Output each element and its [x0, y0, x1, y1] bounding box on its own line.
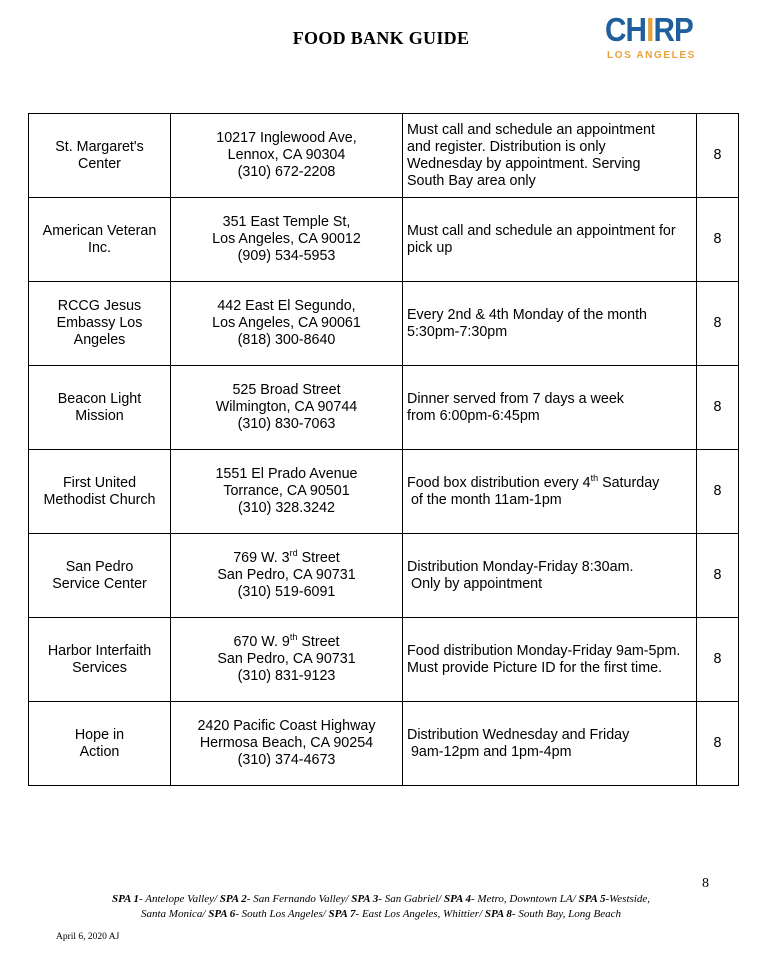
notes-cell [403, 534, 697, 618]
site-name-line: St. Margaret's [55, 138, 144, 155]
spa-number-cell: 8 [697, 702, 739, 786]
note-line: Every 2nd & 4th Monday of the month [407, 306, 648, 323]
address-line: San Pedro, CA 90731 [217, 567, 356, 583]
notes-cell [403, 114, 697, 198]
spa-number-cell: 8 [697, 366, 739, 450]
site-name-line: Harbor Interfaith [47, 642, 152, 659]
notes-cell [403, 618, 697, 702]
spa-area: - San Fernando Valley/ [246, 893, 352, 905]
table-row [29, 282, 739, 366]
address-line: 10217 Inglewood Ave, [216, 130, 357, 146]
note-text: Saturday [598, 474, 660, 491]
logo-text: CHIRP [605, 11, 693, 48]
address-line: 351 East Temple St, [222, 214, 351, 230]
site-name-cell [29, 114, 171, 198]
site-name-line: First United [62, 474, 137, 491]
document-title: FOOD BANK GUIDE [292, 28, 470, 48]
site-name-line: Angeles [73, 332, 126, 348]
site-name-line: American Veteran [42, 222, 157, 239]
spa-code: SPA 6 [208, 908, 236, 920]
spa-area: - South Los Angeles/ [235, 908, 329, 920]
spa-area: - San Gabriel/ [378, 893, 444, 905]
site-name-cell [29, 618, 171, 702]
site-name-line: Inc. [87, 239, 112, 256]
note-line: from 6:00pm-6:45pm [407, 407, 540, 424]
note-line: Must call and schedule an appointment for [407, 222, 676, 239]
note-line: 9am-12pm and 1pm-4pm [407, 743, 572, 760]
spa-code: SPA 4 [443, 893, 471, 905]
table-row [29, 534, 739, 618]
site-name-line: Embassy Los [56, 315, 143, 331]
note-line: Food distribution Monday-Friday 9am-5pm. [407, 642, 681, 659]
spa-number-cell: 8 [697, 282, 739, 366]
spa-area: - Antelope Valley/ [139, 893, 220, 905]
spa-code: SPA 1 [112, 893, 140, 905]
note-line: Dinner served from 7 days a week [407, 390, 624, 407]
spa-code: SPA 7 [328, 908, 356, 920]
note-line: Wednesday by appointment. Serving [407, 155, 641, 172]
address-line: Los Angeles, CA 90012 [212, 231, 361, 247]
street-text: Street [297, 550, 340, 566]
table-row [29, 618, 739, 702]
page-number: 8 [702, 876, 709, 891]
note-line: 5:30pm-7:30pm [407, 323, 508, 340]
food-bank-table [28, 113, 739, 786]
address-cell [171, 198, 403, 282]
street-line [175, 634, 398, 651]
site-name-cell [29, 450, 171, 534]
spa-area: - East Los Angeles, Whittier/ [355, 908, 485, 920]
note-line: Only by appointment [407, 575, 543, 592]
address-line: (310) 830-7063 [237, 416, 336, 432]
site-name-cell [29, 534, 171, 618]
address-line: (310) 374-4673 [237, 752, 336, 768]
address-line: 1551 El Prado Avenue [215, 466, 358, 482]
address-cell [171, 450, 403, 534]
notes-cell [403, 282, 697, 366]
address-line: (310) 831-9123 [237, 668, 336, 684]
spa-number-cell: 8 [697, 198, 739, 282]
chirp-logo [600, 12, 700, 64]
spa-code: SPA 2 [219, 893, 247, 905]
spa-area: - Metro, Downtown LA/ [471, 893, 579, 905]
address-line: (310) 519-6091 [237, 584, 336, 600]
site-name-line: Beacon Light [57, 390, 142, 407]
spa-code: SPA 3 [351, 893, 379, 905]
note-line: Distribution Monday-Friday 8:30am. [407, 558, 634, 575]
street-text: 670 W. 9 [233, 634, 290, 650]
spa-legend [40, 892, 722, 922]
note-line: Distribution Wednesday and Friday [407, 726, 630, 743]
address-line: Wilmington, CA 90744 [215, 399, 358, 415]
address-line: (310) 672-2208 [237, 164, 336, 180]
spa-area: Santa Monica/ [141, 908, 209, 920]
notes-cell [403, 366, 697, 450]
note-line: Must provide Picture ID for the first time. [407, 659, 663, 676]
site-name-line: Service Center [52, 575, 147, 592]
note-line: South Bay area only [407, 172, 536, 189]
logo-wordmark [605, 12, 693, 48]
address-line: Los Angeles, CA 90061 [212, 315, 361, 331]
spa-code: SPA 5 [578, 893, 606, 905]
logo-accent-letter: I [646, 11, 654, 48]
ordinal-suffix: th [289, 632, 298, 643]
site-name-cell [29, 198, 171, 282]
site-name-line: Methodist Church [43, 491, 156, 508]
address-line: (909) 534-5953 [237, 248, 336, 264]
address-cell [171, 114, 403, 198]
table-row [29, 450, 739, 534]
table-row [29, 702, 739, 786]
note-line [407, 472, 692, 492]
address-line: San Pedro, CA 90731 [217, 651, 356, 667]
site-name-line: Services [72, 659, 127, 676]
spa-code: SPA 8 [484, 908, 512, 920]
note-line: of the month 11am-1pm [407, 491, 562, 508]
address-line: 525 Broad Street [232, 382, 341, 398]
spa-number-cell: 8 [697, 450, 739, 534]
address-line: Lennox, CA 90304 [227, 147, 346, 163]
note-line: Must call and schedule an appointment [407, 121, 655, 138]
site-name-line: Hope in [74, 726, 125, 743]
site-name-cell [29, 366, 171, 450]
address-cell [171, 702, 403, 786]
site-name-line: Action [79, 743, 120, 760]
note-text: Food box distribution every 4 [407, 474, 591, 491]
site-name-line: Mission [75, 407, 124, 424]
table-row [29, 114, 739, 198]
address-line: (310) 328.3242 [238, 500, 335, 516]
ordinal-suffix: rd [289, 548, 298, 559]
address-line: 2420 Pacific Coast Highway [197, 718, 376, 734]
street-line [175, 550, 398, 567]
notes-cell [403, 702, 697, 786]
note-line: pick up [407, 239, 453, 256]
spa-area: - South Bay, Long Beach [511, 908, 621, 920]
address-line: (818) 300-8640 [237, 332, 336, 348]
address-cell [171, 534, 403, 618]
notes-cell [403, 198, 697, 282]
date-stamp: April 6, 2020 AJ [56, 932, 120, 942]
site-name-line: Center [78, 155, 121, 172]
ordinal-suffix: th [590, 472, 599, 483]
address-line: 442 East El Segundo, [217, 298, 356, 314]
site-name-cell [29, 282, 171, 366]
address-cell [171, 618, 403, 702]
site-name-line: San Pedro [65, 558, 134, 575]
spa-area: -Westside, [605, 893, 650, 905]
site-name-cell [29, 702, 171, 786]
spa-number-cell: 8 [697, 618, 739, 702]
notes-cell [403, 450, 697, 534]
table-row [29, 366, 739, 450]
logo-subtitle: LOS ANGELES [607, 50, 696, 61]
address-line: Torrance, CA 90501 [223, 483, 350, 499]
address-cell [171, 366, 403, 450]
address-cell [171, 282, 403, 366]
spa-number-cell: 8 [697, 114, 739, 198]
note-line: and register. Distribution is only [407, 138, 606, 155]
street-text: Street [297, 634, 340, 650]
table-row [29, 198, 739, 282]
site-name-line: RCCG Jesus [57, 298, 142, 314]
street-text: 769 W. 3 [233, 550, 290, 566]
address-line: Hermosa Beach, CA 90254 [199, 735, 374, 751]
spa-number-cell: 8 [697, 534, 739, 618]
